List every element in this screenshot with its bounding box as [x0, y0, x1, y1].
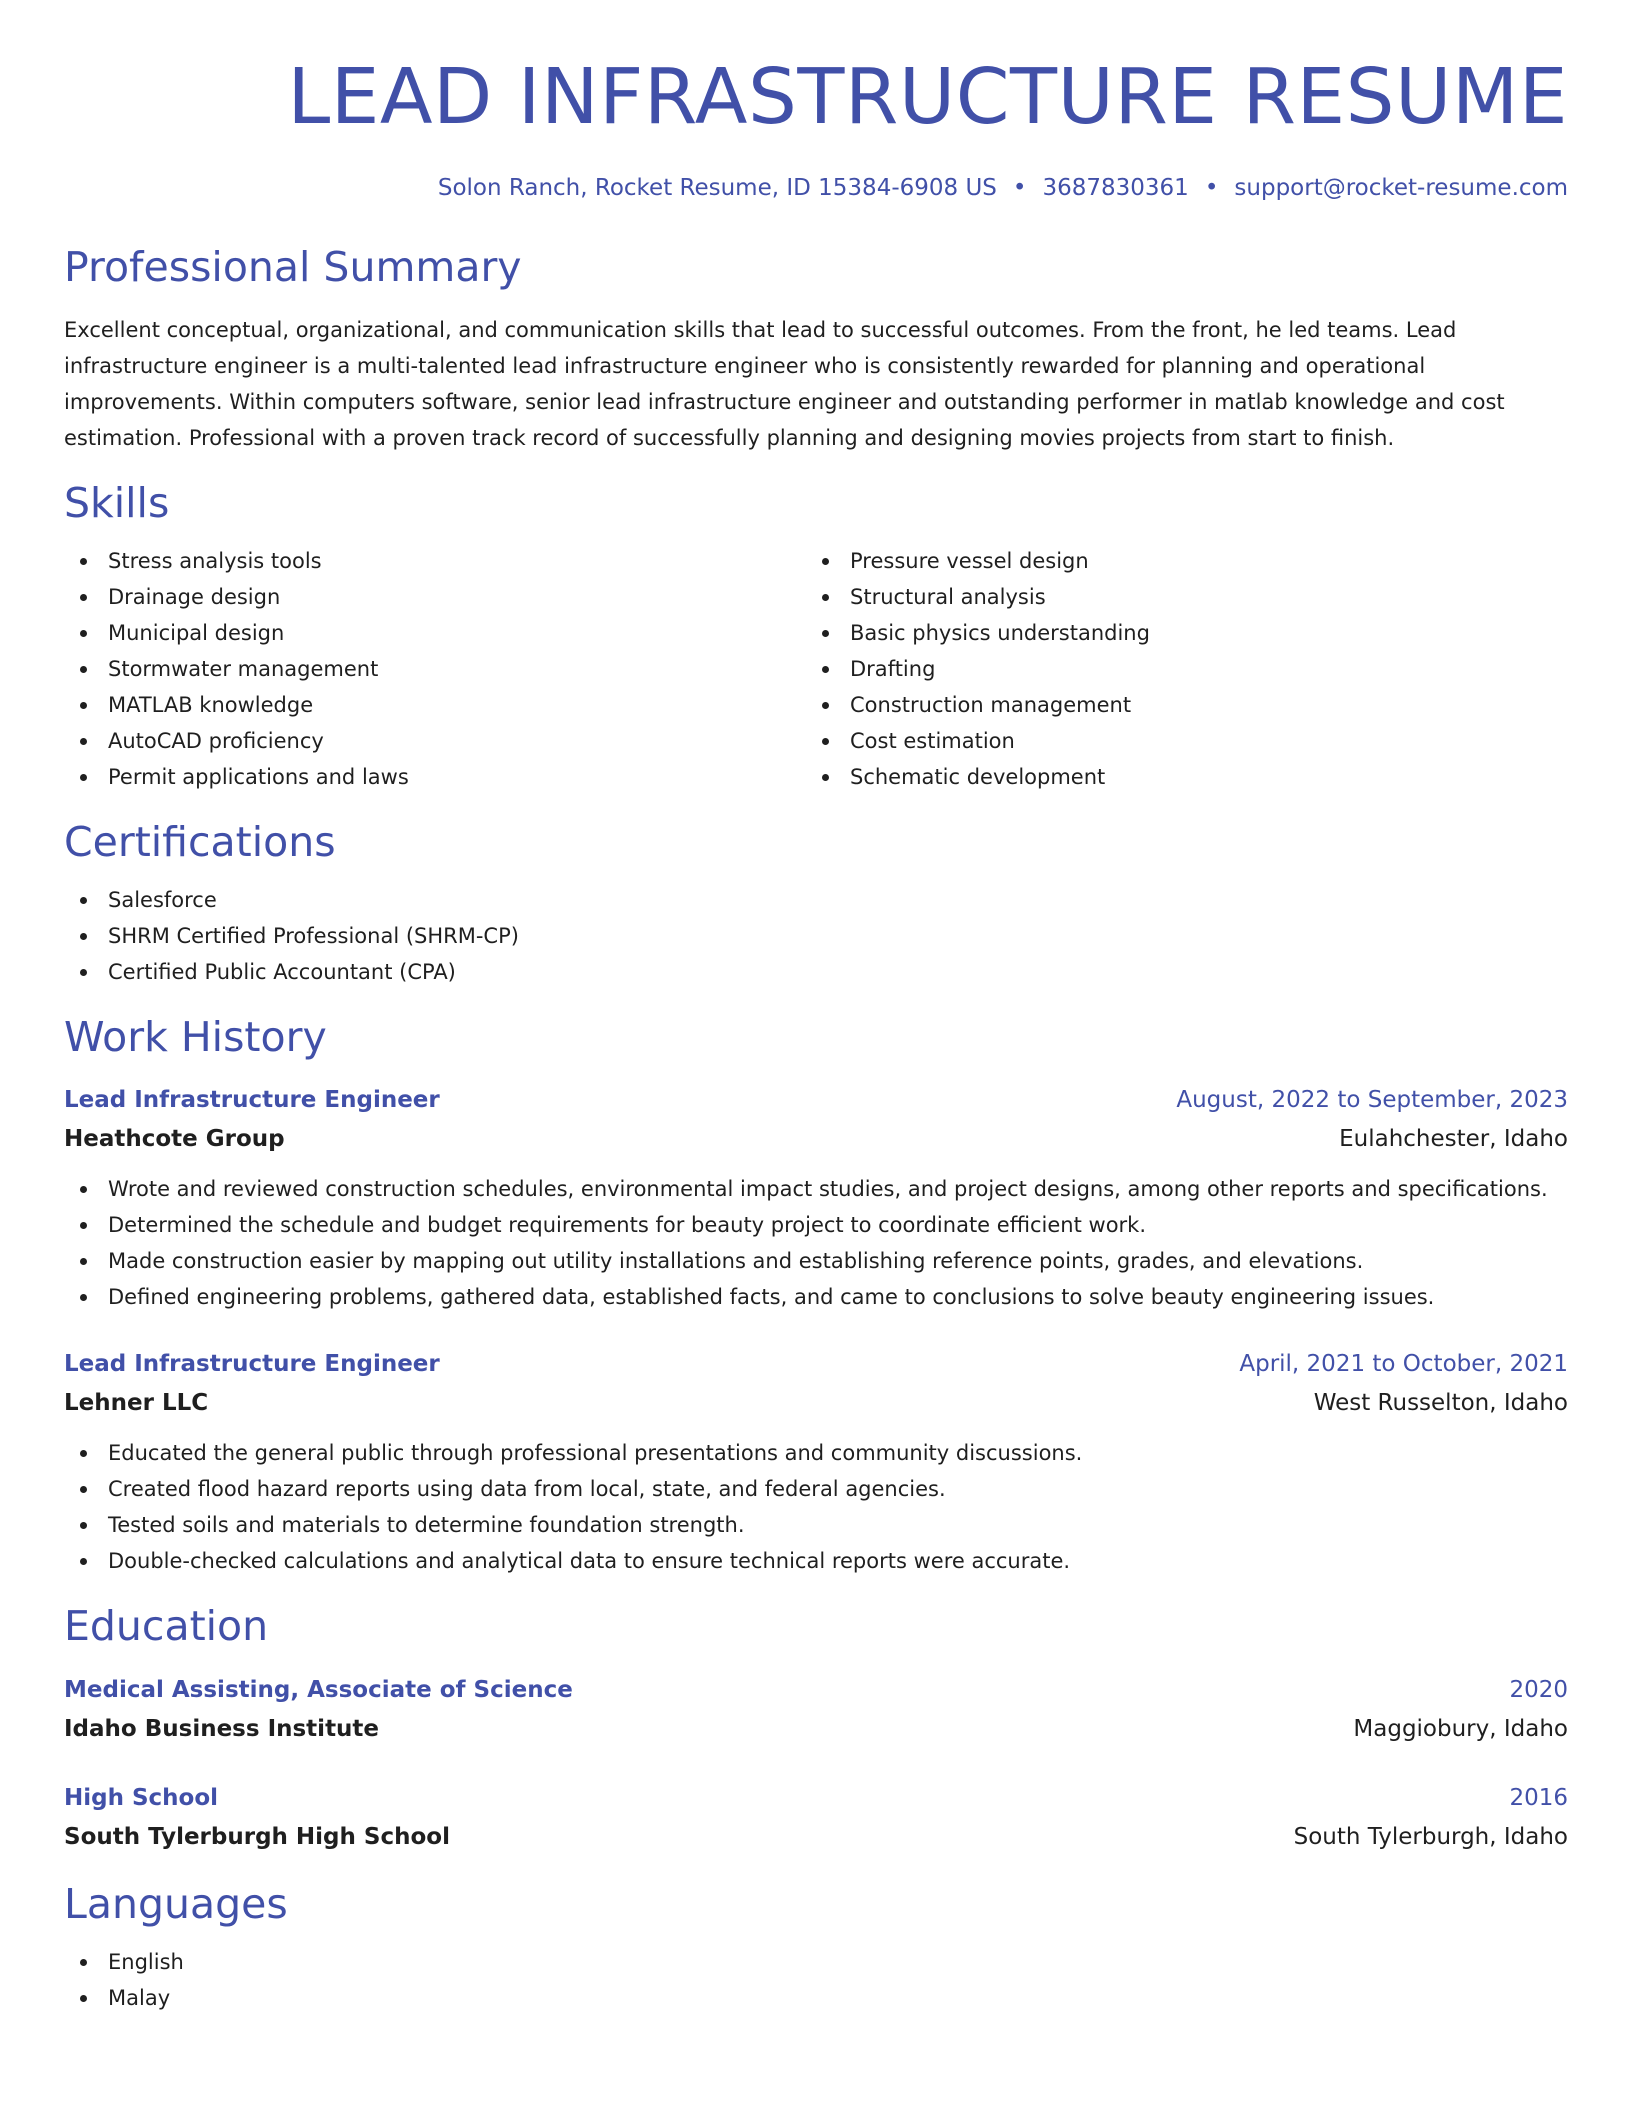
resume-title: LEAD INFRASTRUCTURE RESUME	[287, 53, 1568, 142]
job-duty: Wrote and reviewed construction schedules, environmental impact studies, and project designs, among other reports and specifications.	[64, 1171, 1568, 1207]
skills-section	[64, 478, 1568, 795]
skill-item: AutoCAD proficiency	[64, 723, 806, 759]
certifications-list	[64, 882, 1568, 990]
job-duty: Tested soils and materials to determine foundation strength.	[64, 1507, 1568, 1543]
education-degree: High School	[64, 1784, 219, 1811]
job-dates: August, 2022 to September, 2023	[1176, 1087, 1568, 1114]
section-heading-languages: Languages	[64, 1879, 288, 1928]
contact-line	[64, 174, 1568, 204]
job-duty: Defined engineering problems, gathered data, established facts, and came to conclusions to solve beauty engineering issues.	[64, 1279, 1568, 1315]
work-history-section	[64, 1012, 1568, 1579]
job-entry	[64, 1081, 1568, 1315]
section-heading-education: Education	[64, 1602, 269, 1651]
skill-item: Drafting	[806, 651, 1548, 687]
skills-grid	[64, 543, 1568, 795]
education-location: Maggiobury, Idaho	[1353, 1715, 1568, 1742]
education-entry	[64, 1671, 1568, 1749]
skill-item: Stress analysis tools	[64, 543, 806, 579]
skill-item: Structural analysis	[806, 579, 1548, 615]
job-duties-list	[64, 1171, 1568, 1315]
education-school: South Tylerburgh High School	[64, 1823, 450, 1850]
job-duties-list	[64, 1435, 1568, 1579]
contact-phone: 3687830361	[1042, 175, 1189, 202]
contact-address: Solon Ranch, Rocket Resume, ID 15384-6908 US	[437, 175, 997, 202]
job-title: Lead Infrastructure Engineer	[64, 1351, 440, 1378]
job-entry	[64, 1345, 1568, 1579]
job-duty: Educated the general public through professional presentations and community discussions.	[64, 1435, 1568, 1471]
job-company: Lehner LLC	[64, 1390, 209, 1417]
skills-list-left	[64, 543, 806, 795]
skill-item: Pressure vessel design	[806, 543, 1548, 579]
contact-separator: •	[1204, 175, 1219, 202]
job-location: Eulahchester, Idaho	[1339, 1126, 1568, 1153]
contact-email: support@rocket-resume.com	[1234, 175, 1568, 202]
summary-text: Excellent conceptual, organizational, and communication skills that lead to successful outcomes. From the front, he led teams. Lead infrastructure engineer is a multi-talented lead infrastructure engineer who is consistently rewarded for planning and operational improvements. Within computers software, senior lead infrastructure engineer and outstanding performer in matlab knowledge and cost estimation. Professional with a proven track record of successfully planning and designing movies projects from start to finish.	[64, 317, 1505, 450]
certifications-section	[64, 817, 1568, 990]
education-entry	[64, 1779, 1568, 1857]
skill-item: MATLAB knowledge	[64, 687, 806, 723]
education-degree-row	[64, 1671, 1568, 1709]
education-school: Idaho Business Institute	[64, 1715, 380, 1742]
languages-section	[64, 1879, 1568, 2016]
job-dates: April, 2021 to October, 2021	[1239, 1351, 1568, 1378]
job-location: West Russelton, Idaho	[1313, 1390, 1568, 1417]
skill-item: Cost estimation	[806, 723, 1548, 759]
skill-item: Construction management	[806, 687, 1548, 723]
job-duty: Made construction easier by mapping out utility installations and establishing reference points, grades, and elevations.	[64, 1243, 1568, 1279]
job-company-row	[64, 1119, 1568, 1159]
job-company: Heathcote Group	[64, 1126, 285, 1153]
skill-item: Basic physics understanding	[806, 615, 1548, 651]
job-title-row	[64, 1081, 1568, 1119]
education-degree-row	[64, 1779, 1568, 1817]
skills-column-left	[64, 543, 806, 795]
education-year: 2016	[1509, 1784, 1568, 1811]
education-section	[64, 1601, 1568, 1856]
section-heading-work-history: Work History	[64, 1013, 327, 1062]
certification-item: Certified Public Accountant (CPA)	[64, 954, 1568, 990]
certification-item: SHRM Certified Professional (SHRM-CP)	[64, 918, 1568, 954]
education-year: 2020	[1509, 1676, 1568, 1703]
education-location: South Tylerburgh, Idaho	[1293, 1823, 1568, 1850]
job-company-row	[64, 1383, 1568, 1423]
summary-section	[64, 242, 1568, 455]
skill-item: Schematic development	[806, 759, 1548, 795]
skill-item: Permit applications and laws	[64, 759, 806, 795]
education-school-row	[64, 1817, 1568, 1857]
section-heading-certifications: Certifications	[64, 817, 336, 866]
education-degree: Medical Assisting, Associate of Science	[64, 1676, 573, 1703]
job-duty: Double-checked calculations and analytical data to ensure technical reports were accurate.	[64, 1543, 1568, 1579]
job-duty: Determined the schedule and budget requirements for beauty project to coordinate efficient work.	[64, 1207, 1568, 1243]
section-heading-skills: Skills	[64, 478, 170, 527]
job-title: Lead Infrastructure Engineer	[64, 1087, 440, 1114]
certification-item: Salesforce	[64, 882, 1568, 918]
skills-list-right	[806, 543, 1548, 795]
job-title-row	[64, 1345, 1568, 1383]
skill-item: Stormwater management	[64, 651, 806, 687]
education-school-row	[64, 1709, 1568, 1749]
skill-item: Drainage design	[64, 579, 806, 615]
skill-item: Municipal design	[64, 615, 806, 651]
skills-column-right	[806, 543, 1548, 795]
languages-list	[64, 1944, 1568, 2016]
language-item: Malay	[64, 1980, 1568, 2016]
resume-header	[64, 52, 1568, 204]
job-duty: Created flood hazard reports using data from local, state, and federal agencies.	[64, 1471, 1568, 1507]
contact-separator: •	[1012, 175, 1027, 202]
section-heading-summary: Professional Summary	[64, 243, 522, 292]
language-item: English	[64, 1944, 1568, 1980]
